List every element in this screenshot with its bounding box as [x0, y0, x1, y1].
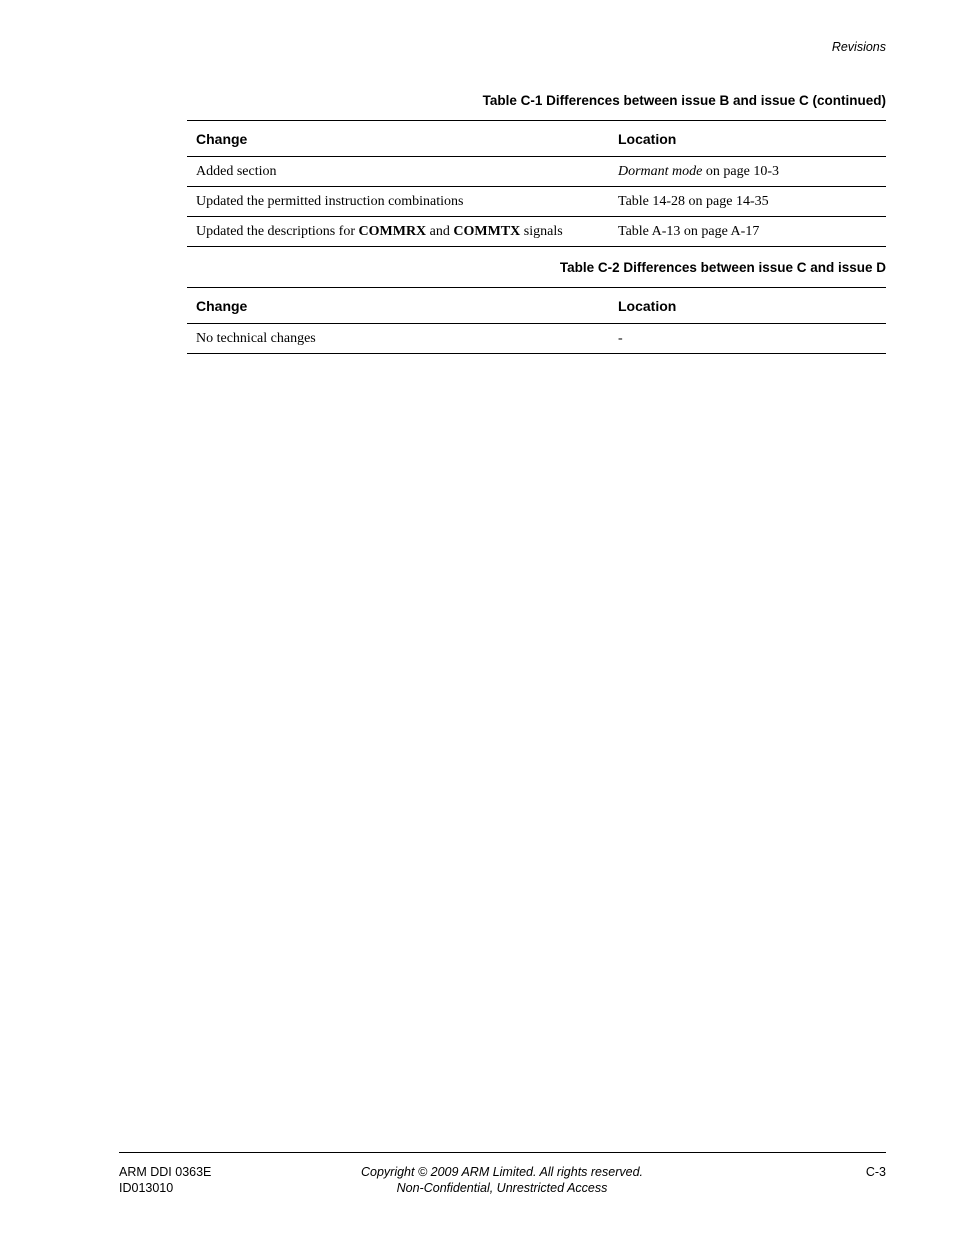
column-header-location: Location — [609, 121, 886, 157]
location-link-text: Dormant mode — [618, 163, 703, 179]
table-c1-grid — [187, 120, 886, 247]
change-text: Updated the descriptions for — [196, 223, 359, 239]
table-c2 — [187, 259, 886, 354]
location-cell: Table 14-28 on page 14-35 — [609, 187, 886, 217]
table-row — [187, 217, 886, 247]
column-header-location: Location — [609, 288, 886, 324]
table-header-row — [187, 288, 886, 324]
column-header-change: Change — [187, 121, 609, 157]
table-c2-grid — [187, 287, 886, 354]
column-header-change: Change — [187, 288, 609, 324]
location-cell — [609, 157, 886, 187]
table-row — [187, 324, 886, 354]
table-c1 — [187, 92, 886, 247]
change-text: signals — [520, 223, 563, 239]
change-cell: Updated the permitted instruction combinations — [187, 187, 609, 217]
table-row — [187, 187, 886, 217]
table-caption: Table C-2 Differences between issue C and issue D — [559, 260, 886, 275]
location-cell: Table A-13 on page A-17 — [609, 217, 886, 247]
table-row — [187, 157, 886, 187]
access-notice: Non-Confidential, Unrestricted Access — [396, 1181, 608, 1195]
document-id: ARM DDI 0363E — [119, 1165, 212, 1179]
copyright-notice: Copyright © 2009 ARM Limited. All rights reserved. — [360, 1165, 643, 1179]
page-number: C-3 — [865, 1165, 886, 1179]
table-header-row — [187, 121, 886, 157]
signal-name: COMMRX — [358, 223, 427, 239]
document-ref: ID013010 — [119, 1181, 174, 1195]
location-page-text: on page 10-3 — [702, 163, 779, 179]
footer-doc-info — [119, 1164, 211, 1196]
running-header: Revisions — [831, 40, 886, 54]
table-caption: Table C-1 Differences between issue B and issue C (continued) — [482, 93, 886, 108]
footer-legal — [300, 1164, 704, 1196]
change-cell — [187, 217, 609, 247]
footer-divider — [119, 1152, 886, 1153]
change-cell: No technical changes — [187, 324, 609, 354]
change-text: and — [426, 223, 454, 239]
location-cell: - — [609, 324, 886, 354]
signal-name: COMMTX — [453, 223, 521, 239]
change-cell: Added section — [187, 157, 609, 187]
